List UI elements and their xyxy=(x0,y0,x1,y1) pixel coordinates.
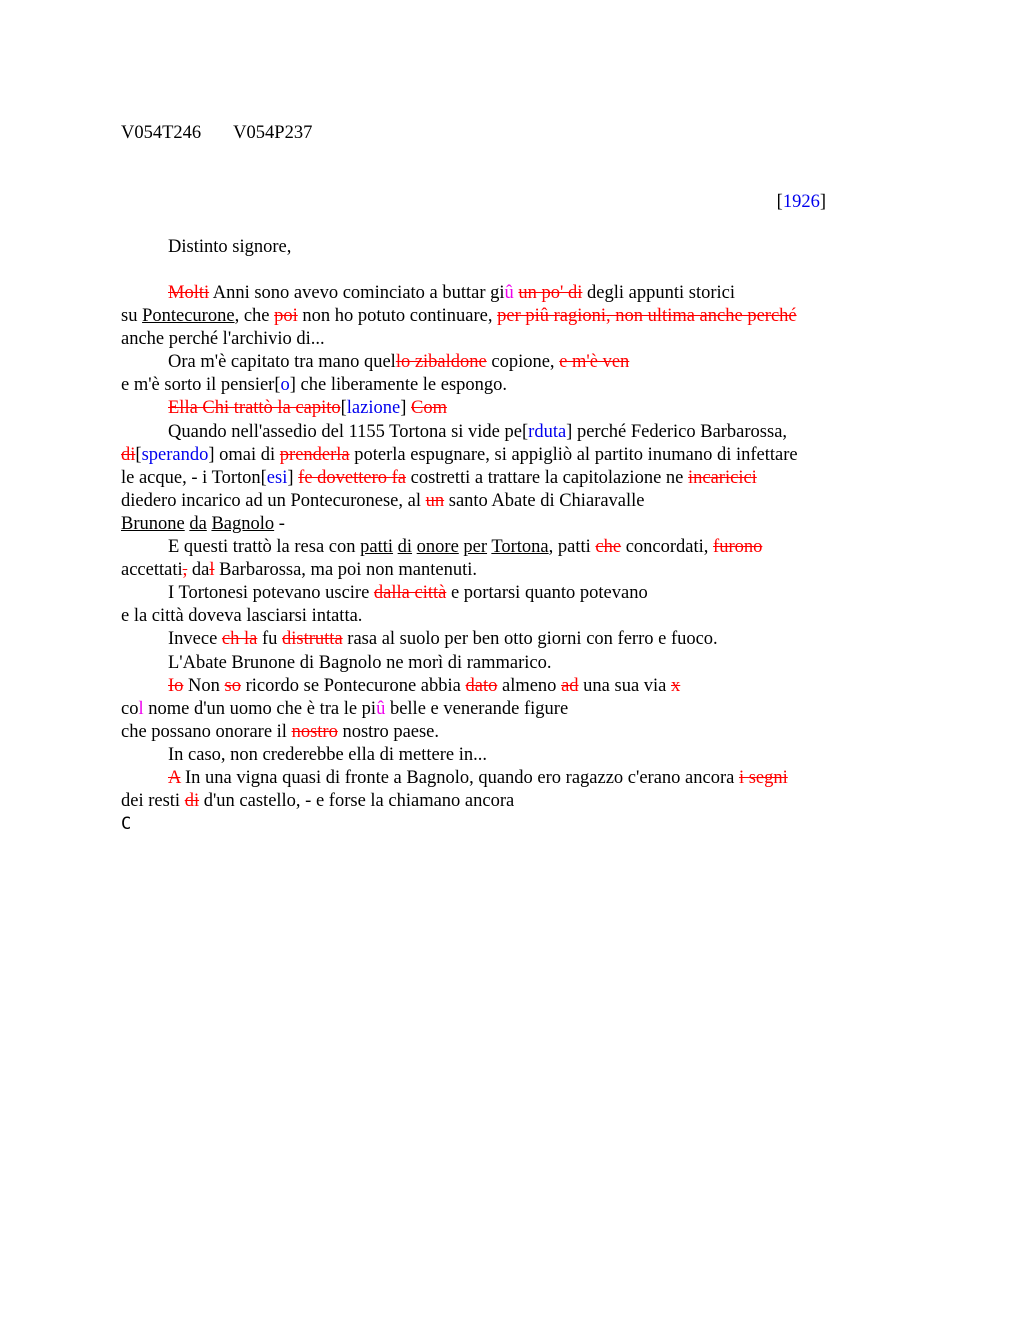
document-id-page: V054P237 xyxy=(233,123,313,143)
text-segment: da xyxy=(187,560,210,581)
underlined-text: onore xyxy=(416,537,459,558)
text-segment: , che xyxy=(234,306,275,327)
underlined-text: per xyxy=(463,537,488,558)
underlined-text: Brunone xyxy=(121,513,185,534)
date-annotation xyxy=(777,191,826,213)
text-segment: degli appunti storici xyxy=(582,283,736,303)
text-segment: Non xyxy=(183,675,225,696)
document-id-text: V054T246 xyxy=(121,123,202,143)
deleted-text: , xyxy=(182,560,188,581)
text-segment: e la città doveva lasciarsi intatta. xyxy=(121,606,363,627)
text-line xyxy=(121,605,901,628)
text-segment: non ho potuto continuare, xyxy=(297,306,498,327)
text-segment: costretti a trattare la capitolazione ne xyxy=(406,467,688,488)
underlined-text: patti xyxy=(360,537,394,558)
text-line xyxy=(121,790,901,813)
text-segment: In caso, non crederebbe ella di mettere in... xyxy=(168,744,487,765)
salutation: Distinto signore, xyxy=(168,237,292,257)
deleted-text: fe dovettero fa xyxy=(298,467,407,488)
text-line xyxy=(121,513,901,536)
text-line xyxy=(121,490,901,513)
deleted-text: distrutta xyxy=(282,629,343,650)
text-segment: Ora m'è capitato tra mano quel xyxy=(168,352,396,373)
accent-correction: û xyxy=(504,283,514,303)
underlined-text: Pontecurone xyxy=(142,306,235,327)
text-line xyxy=(121,351,901,374)
date-year: 1926 xyxy=(782,192,820,212)
deleted-text: lo zibaldone xyxy=(395,352,487,373)
text-segment: e portarsi quanto potevano xyxy=(446,583,648,604)
underlined-text: da xyxy=(189,513,207,534)
text-line xyxy=(121,628,901,651)
editorial-addition: rduta xyxy=(528,421,567,442)
date-close-bracket: ] xyxy=(819,192,826,212)
editorial-addition: esi xyxy=(266,467,288,488)
deleted-text: incaricici xyxy=(688,467,757,488)
deleted-text: Com xyxy=(411,398,447,419)
text-segment: [ xyxy=(340,398,347,419)
text-segment: [ xyxy=(135,444,142,465)
text-segment: Barbarossa, ma poi non mantenuti. xyxy=(214,560,478,581)
underlined-text: di xyxy=(397,537,413,558)
text-segment: fu xyxy=(257,629,283,650)
text-segment: rasa al suolo per ben otto giorni con ferro e fuoco. xyxy=(342,629,718,650)
text-segment: Anni sono avevo cominciato a buttar gi xyxy=(209,283,505,303)
text-line xyxy=(121,813,901,836)
text-line xyxy=(121,744,901,767)
text-line xyxy=(121,328,901,351)
deleted-text: per piû ragioni, non ultima anche perché xyxy=(497,306,797,327)
text-segment: e m'è sorto il pensier[ xyxy=(121,375,281,396)
deleted-text: Io xyxy=(168,675,184,696)
date-open-bracket: [ xyxy=(776,192,783,212)
deleted-text: ad xyxy=(561,675,579,696)
editorial-addition: lazione xyxy=(346,398,401,419)
text-segment: santo Abate di Chiaravalle xyxy=(444,490,645,511)
deleted-text: poi xyxy=(274,306,298,327)
deleted-text: e m'è ven xyxy=(559,352,630,373)
deleted-text: nostro xyxy=(291,721,338,742)
text-segment: poterla espugnare, si appigliò al partito inumano di infettare xyxy=(349,444,798,465)
text-segment: , patti xyxy=(548,537,596,558)
editorial-addition: sperando xyxy=(141,444,209,465)
marginal-mark: C xyxy=(121,814,132,835)
deleted-text: Molti xyxy=(168,283,210,303)
deleted-text: prenderla xyxy=(279,444,350,465)
text-segment: ] che liberamente le espongo. xyxy=(289,375,508,396)
text-segment: anche perché l'archivio di... xyxy=(121,329,325,350)
text-line xyxy=(121,536,901,559)
underlined-text: Bagnolo xyxy=(211,513,275,534)
text-segment: su xyxy=(121,306,143,327)
text-line xyxy=(121,698,901,721)
deleted-text: dato xyxy=(465,675,498,696)
deleted-text: l xyxy=(209,560,215,581)
text-segment: In una vigna quasi di fronte a Bagnolo, quando ero ragazzo c'erano ancora xyxy=(180,767,739,788)
text-line xyxy=(121,374,901,397)
deleted-text: A xyxy=(168,767,181,788)
text-line xyxy=(121,467,901,490)
deleted-text: x xyxy=(671,675,681,696)
text-segment: Invece xyxy=(168,629,222,650)
text-segment: - xyxy=(274,513,285,534)
deleted-text: i segni xyxy=(738,767,788,788)
text-line xyxy=(121,559,901,582)
text-segment: nome d'un uomo che è tra le pi xyxy=(143,698,377,719)
text-segment: ricordo se Pontecurone abbia xyxy=(241,675,466,696)
deleted-text: Ella Chi trattò la capito xyxy=(168,398,341,419)
text-segment: una sua via xyxy=(578,675,672,696)
text-segment: L'Abate Brunone di Bagnolo ne morì di rammarico. xyxy=(168,652,552,673)
text-segment: le acque, - i Torton[ xyxy=(121,467,267,488)
deleted-text: so xyxy=(224,675,241,696)
text-segment: copione, xyxy=(486,352,560,373)
text-segment: nostro paese. xyxy=(337,721,440,742)
deleted-text: furono xyxy=(713,537,763,558)
text-segment: Quando nell'assedio del 1155 Tortona si vide pe[ xyxy=(168,421,529,442)
text-segment: almeno xyxy=(497,675,562,696)
accent-correction: û xyxy=(376,698,386,719)
text-segment: co xyxy=(121,698,139,719)
document-identifiers xyxy=(121,122,312,144)
text-segment: dei resti xyxy=(121,791,185,812)
deleted-text: un xyxy=(425,490,445,511)
text-segment: d'un castello, - e forse la chiamano ancora xyxy=(199,791,515,812)
text-line xyxy=(121,675,901,698)
text-segment: che possano onorare il xyxy=(121,721,292,742)
deleted-text: di xyxy=(121,444,136,465)
letter-body xyxy=(121,282,901,836)
deleted-text: ch la xyxy=(221,629,258,650)
editorial-addition: o xyxy=(280,375,290,396)
deleted-text: di xyxy=(184,791,200,812)
text-segment: ] xyxy=(400,398,412,419)
deleted-text: che xyxy=(595,537,622,558)
text-line xyxy=(121,767,901,790)
deleted-text: dalla città xyxy=(373,583,447,604)
text-segment: belle e venerande figure xyxy=(385,698,569,719)
text-line xyxy=(121,721,901,744)
text-line xyxy=(121,282,901,305)
text-line xyxy=(121,582,901,605)
text-segment: ] xyxy=(287,467,299,488)
text-line xyxy=(121,652,901,675)
text-line xyxy=(121,305,901,328)
text-line xyxy=(121,421,901,444)
text-segment: diedero incarico ad un Pontecuronese, al xyxy=(121,490,426,511)
text-line xyxy=(121,444,901,467)
text-segment: concordati, xyxy=(621,537,714,558)
accent-correction: l xyxy=(138,698,144,719)
text-line xyxy=(121,397,901,420)
text-segment: ] omai di xyxy=(208,444,280,465)
underlined-text: Tortona xyxy=(491,537,549,558)
text-segment: ] perché Federico Barbarossa, xyxy=(566,421,788,442)
text-segment: I Tortonesi potevano uscire xyxy=(168,583,374,604)
deleted-text: un po' di xyxy=(518,283,583,303)
text-segment: accettati xyxy=(121,560,183,581)
text-segment: E questi trattò la resa con xyxy=(168,537,361,558)
